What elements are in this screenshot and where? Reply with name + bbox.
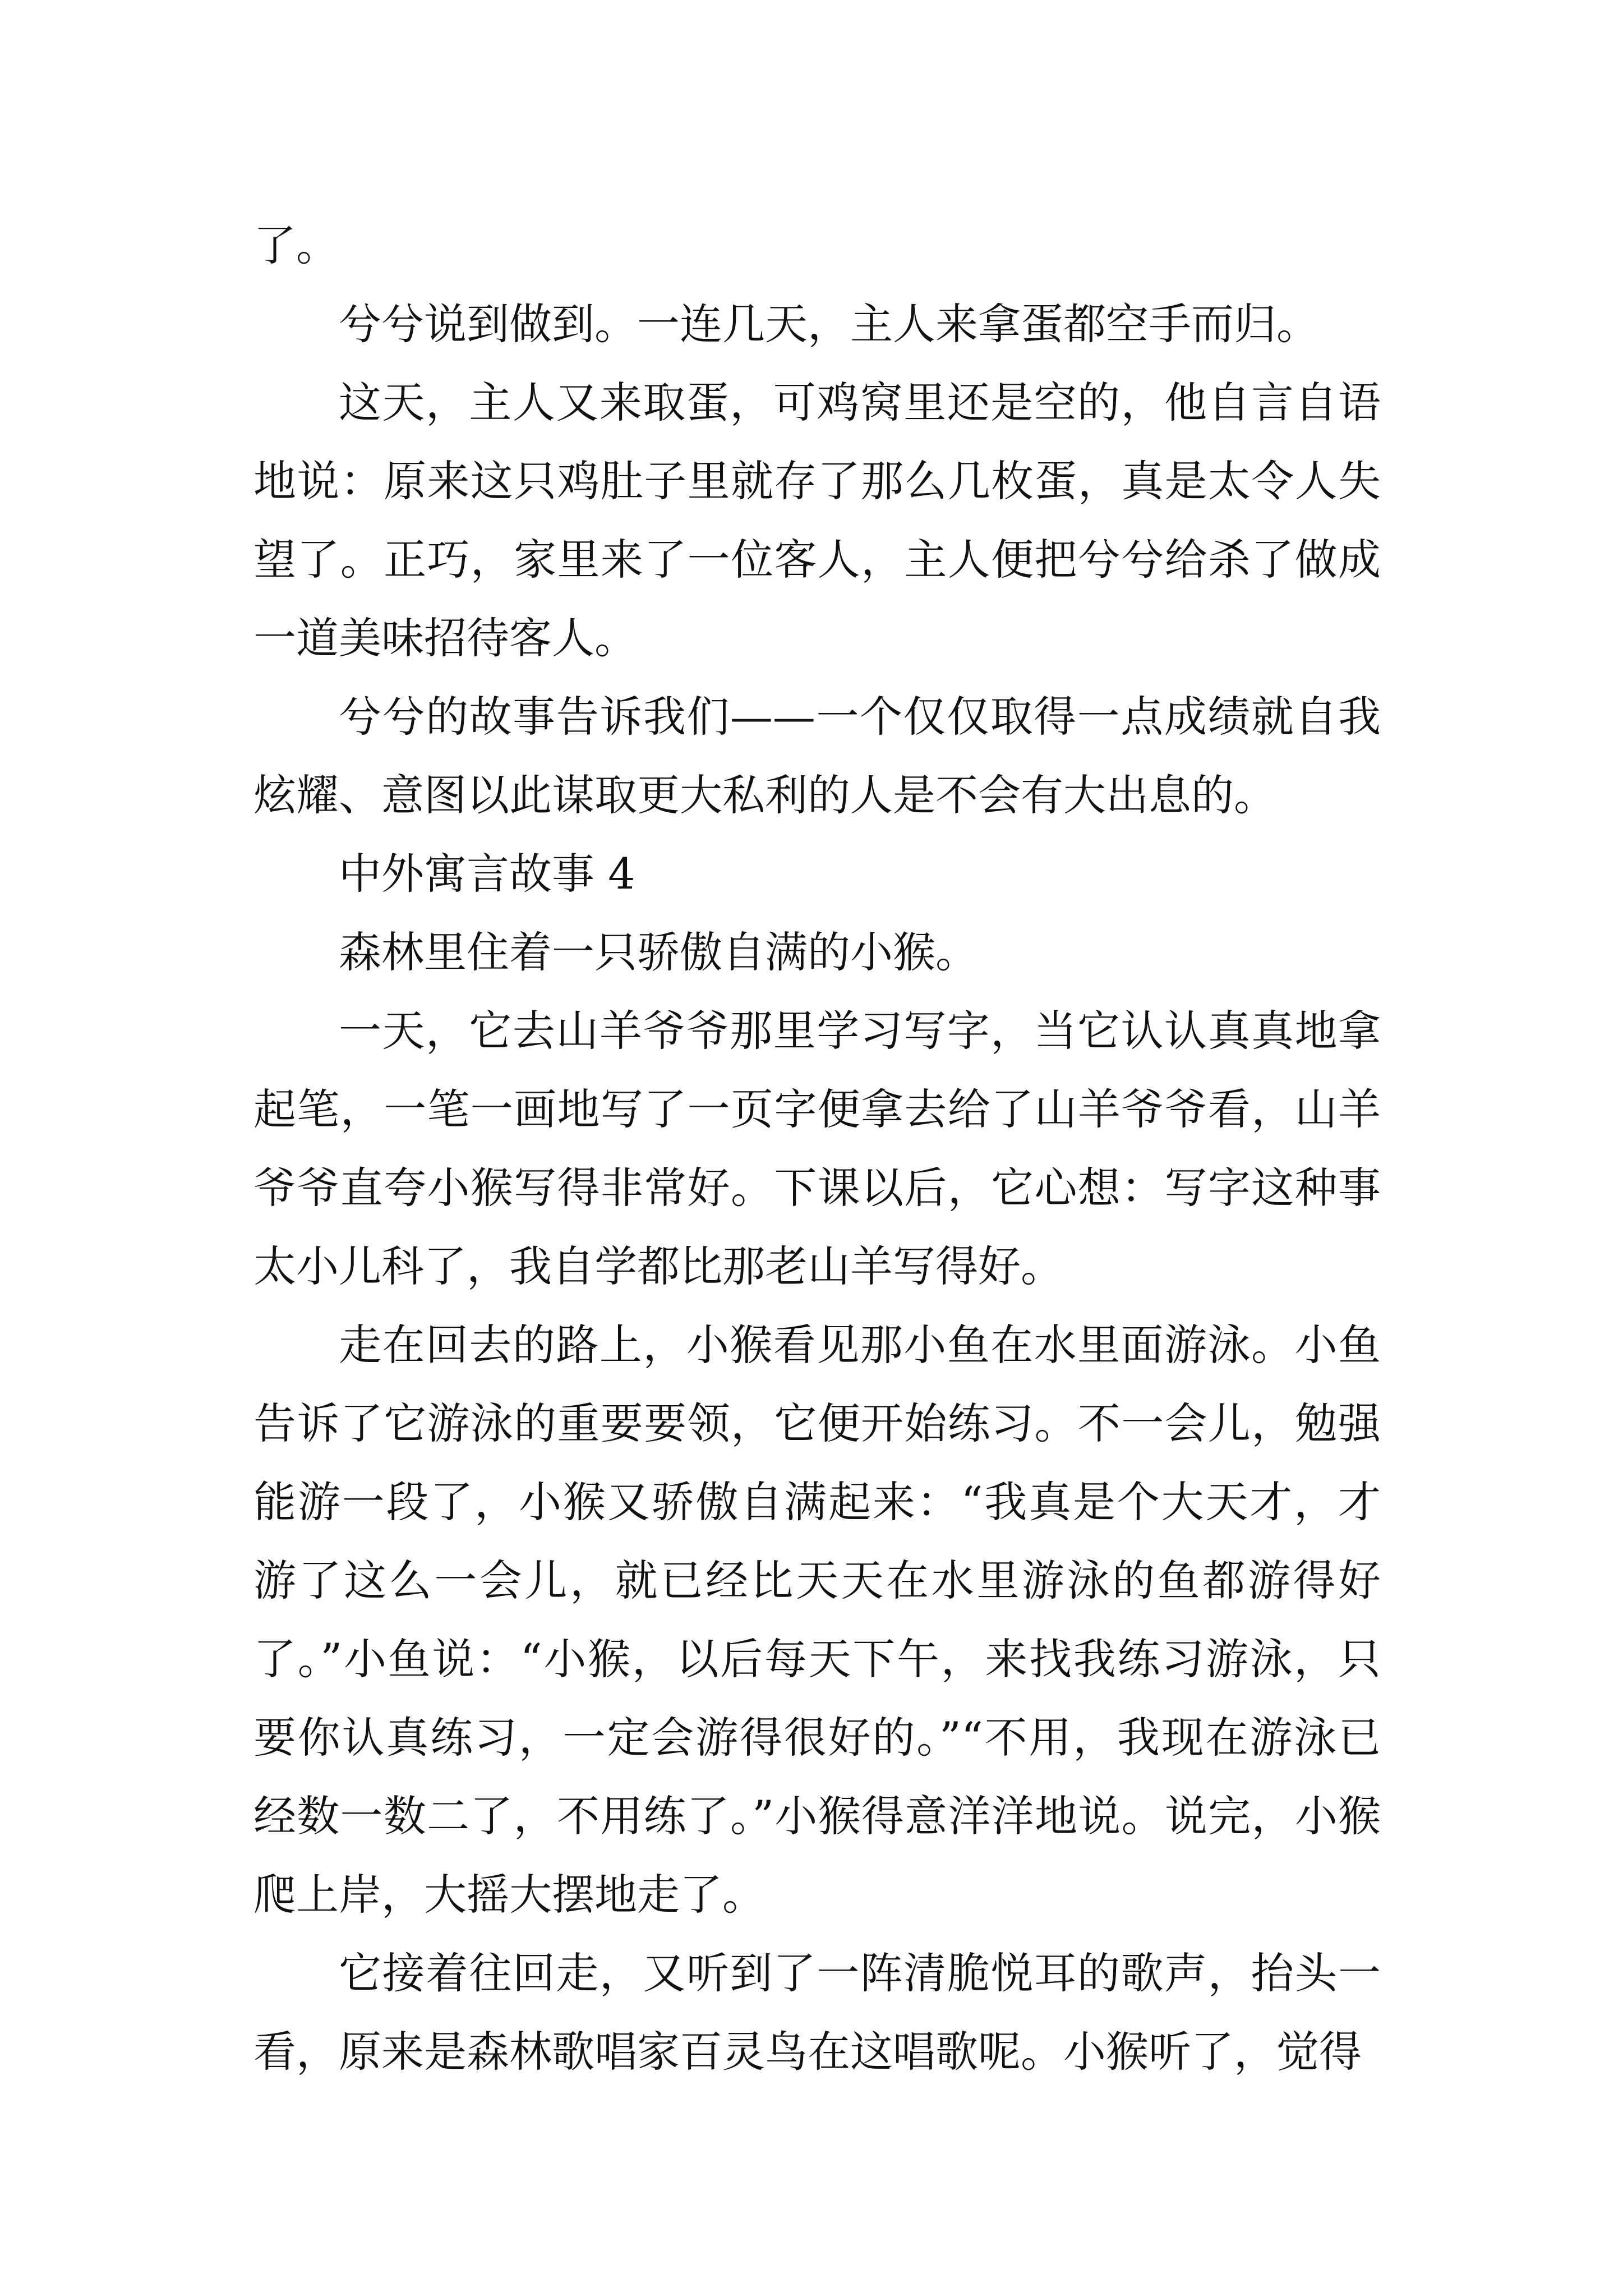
paragraph: 兮兮说到做到。一连几天，主人来拿蛋都空手而归。 <box>339 299 1319 349</box>
paragraph: 走在回去的路上，小猴看见那小鱼在水里面游泳。小鱼告诉了它游泳的重要要领，它便开始练习。不一会儿，勉强能游一段了，小猴又骄傲自满起来：“我真是个大天才，才游了这么一会儿，就已经比天天在水里游泳的鱼都游得好了。”小鱼说：“小猴，以后每天下午，来找我练习游泳，只要你认真练习，一定会游得很好的。”“不用，我现在游泳已经数一数二了，不用练了。”小猴得意洋洋地说。说完，小猴爬上岸，大摇大摆地走了。 <box>253 1320 1381 1920</box>
paragraph: 森林里住着一只骄傲自满的小猴。 <box>339 927 978 977</box>
paragraph: 一天，它去山羊爷爷那里学习写字，当它认认真真地拿起笔，一笔一画地写了一页字便拿去给了山羊爷爷看，山羊爷爷直夸小猴写得非常好。下课以后，它心想：写字这种事太小儿科了，我自学都比那老山羊写得好。 <box>253 1006 1381 1291</box>
body-text <box>253 206 1381 2091</box>
paragraph-continuation: 了。 <box>253 220 339 270</box>
paragraph: 兮兮的故事告诉我们——一个仅仅取得一点成绩就自我炫耀、意图以此谋取更大私利的人是不会有大出息的。 <box>253 692 1381 820</box>
paragraph: 它接着往回走，又听到了一阵清脆悦耳的歌声，抬头一看，原来是森林歌唱家百灵鸟在这唱歌呢。小猴听了，觉得 <box>253 1948 1381 2077</box>
section-heading: 中外寓言故事 4 <box>339 849 635 899</box>
paragraph: 这天，主人又来取蛋，可鸡窝里还是空的，他自言自语地说：原来这只鸡肚子里就存了那么几枚蛋，真是太令人失望了。正巧，家里来了一位客人，主人便把兮兮给杀了做成一道美味招待客人。 <box>253 378 1381 663</box>
